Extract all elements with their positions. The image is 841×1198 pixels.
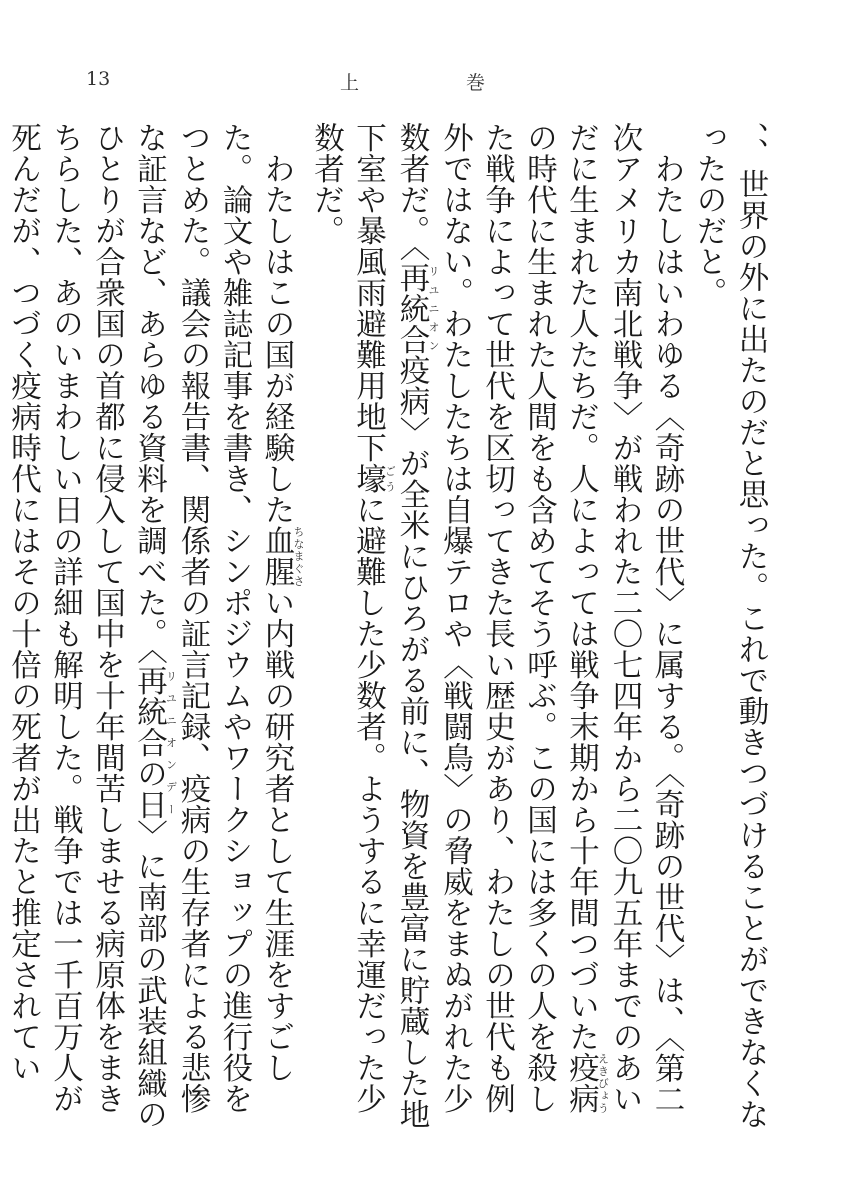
- ruby-gou: 壕ごう: [350, 463, 397, 494]
- page-number: 13: [86, 68, 111, 90]
- paragraph-text: わたしはいわゆる〈奇跡の世代〉に属する。〈奇跡の世代〉は、〈第二次アメリカ南北戦争〉が戦われた二〇七四年から二〇九五年までのあいだに生まれた人たちだ。人によっては戦争末期から十年間つづいた: [563, 122, 684, 1114]
- paragraph-2: [305, 122, 688, 1132]
- ruby-reunion: 再統合リユニオン: [394, 261, 440, 355]
- paragraph-text: い内戦の研究者として生涯をすごした。論文や雑誌記事を書き、シンポジウムやワークショップの進行役をつとめた。議会の報告書、関係者の証言記録、疫病の生存者による悲惨な証言など、あらゆる資料を調べた。〈: [131, 122, 294, 1114]
- ruby-reunion-day: 再統合の日リユニオンデー: [131, 664, 178, 820]
- paragraph-text: 疫病〉が全米にひろがる前に、物資を豊富に貯蔵した地下室や暴風雨避難用地下: [350, 122, 429, 1130]
- page-header: [0, 68, 841, 98]
- paragraph-text: の時代に生まれた人間をも含めてそう呼ぶ。この国には多くの人を殺した戦争によって世代を区切ってきた長い歴史があり、わたしの世代も例外ではない。わたしたちは自爆テロや〈戦闘鳥〉の脅威をまぬがれた少数者だ。〈: [394, 122, 557, 1114]
- vertical-text-body: [0, 122, 789, 1132]
- ruby-ekibyou: 疫病えきびょう: [563, 1052, 610, 1114]
- paragraph-text: に避難した少数者。ようするに幸運だった少数者だ。: [308, 122, 386, 1114]
- paragraph-text: 世界の外に出たのだと思った。これで動きつづけることができなくなったのだと。: [691, 122, 768, 1130]
- paragraph-3: [0, 122, 305, 1132]
- paragraph-text: 〉に南部の武装組織のひとりが合衆国の首都に侵入して国中を十年間苦しませる病原体をまきちらした、あのいまわしい日の詳細も解明した。戦争では一千百万人が死んだが、つづく疫病時代にはその十倍の死者が出たと推定されてい: [5, 122, 167, 1130]
- paragraph-text: わたしはこの国が経験した: [259, 152, 294, 525]
- paragraph-1: [687, 122, 789, 1132]
- emphasis-marks: 、、: [733, 122, 768, 169]
- running-head-volume: 上: [340, 72, 360, 94]
- ruby-chinamagusa: 血腥ちなまぐさ: [259, 524, 305, 587]
- running-head-volume-suffix: 巻: [466, 72, 486, 94]
